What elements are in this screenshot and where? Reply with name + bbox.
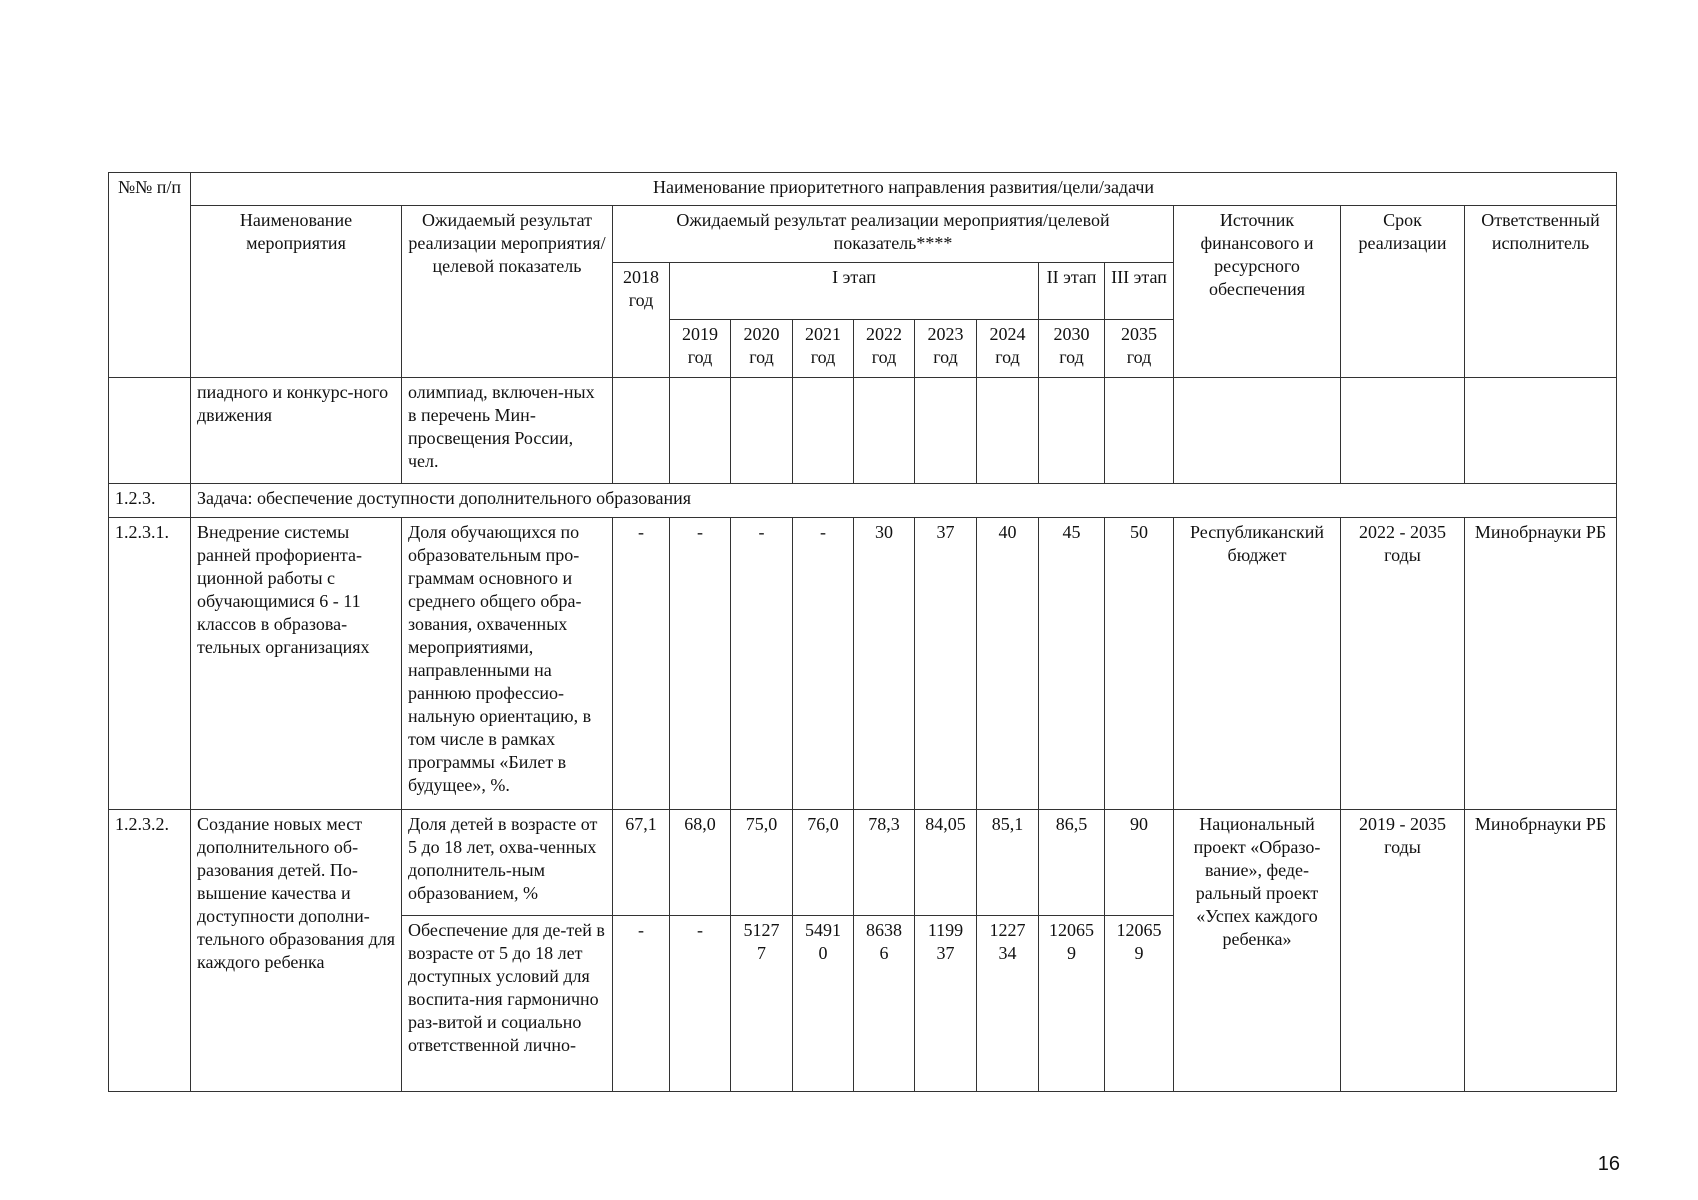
task-num: 1.2.3. xyxy=(109,484,191,518)
header-year: 2023 год xyxy=(915,320,977,378)
header-responsible: Ответственный исполнитель xyxy=(1465,206,1617,378)
header-year: 2022 год xyxy=(854,320,915,378)
row-indicator: Доля детей в возрасте от 5 до 18 лет, охва-ченных дополнитель-ным образованием, % xyxy=(402,810,613,916)
header-event-name: Наименование мероприятия xyxy=(191,206,402,378)
row-value: 8638 6 xyxy=(854,916,915,1092)
row-value: 85,1 xyxy=(977,810,1039,916)
header-stage-3: III этап xyxy=(1105,263,1174,320)
row-value: 50 xyxy=(1105,518,1174,810)
header-priority-title: Наименование приоритетного направления развития/цели/задачи xyxy=(191,173,1617,206)
page-number: 16 xyxy=(1597,1153,1620,1175)
row-value: 5491 0 xyxy=(793,916,854,1092)
row-value: - xyxy=(731,518,793,810)
row-source: Национальный проект «Образо-вание», феде-ральный проект «Успех каждого ребенка» xyxy=(1174,810,1341,1092)
header-expected-result-values: Ожидаемый результат реализации мероприятия/целевой показатель**** xyxy=(613,206,1174,263)
header-term: Срок реализации xyxy=(1341,206,1465,378)
row-responsible: Минобрнауки РБ xyxy=(1465,810,1617,1092)
header-year-2018: 2018 год xyxy=(613,263,670,378)
header-year: 2024 год xyxy=(977,320,1039,378)
row-value: 12065 9 xyxy=(1105,916,1174,1092)
row-indicator: олимпиад, включен-ных в перечень Мин-просвещения России, чел. xyxy=(402,378,613,484)
row-num xyxy=(109,378,191,484)
row-value: 67,1 xyxy=(613,810,670,916)
header-stage-2: II этап xyxy=(1039,263,1105,320)
row-value xyxy=(613,378,670,484)
row-event: пиадного и конкурс-ного движения xyxy=(191,378,402,484)
row-value: 45 xyxy=(1039,518,1105,810)
row-event: Внедрение системы ранней профориента-ционной работы с обучающимися 6 - 11 классов в образова-тельных организациях xyxy=(191,518,402,810)
header-expected-result: Ожидаемый результат реализации мероприятия/целевой показатель xyxy=(402,206,613,378)
row-value: 40 xyxy=(977,518,1039,810)
row-value xyxy=(731,378,793,484)
header-stage-1: I этап xyxy=(670,263,1039,320)
row-value: 1227 34 xyxy=(977,916,1039,1092)
row-num: 1.2.3.1. xyxy=(109,518,191,810)
row-source: Республиканский бюджет xyxy=(1174,518,1341,810)
row-value: 68,0 xyxy=(670,810,731,916)
row-value: - xyxy=(613,518,670,810)
row-value: 90 xyxy=(1105,810,1174,916)
row-term: 2022 - 2035 годы xyxy=(1341,518,1465,810)
program-table xyxy=(108,172,1617,1092)
row-value: 78,3 xyxy=(854,810,915,916)
row-value xyxy=(854,378,915,484)
row-value: - xyxy=(613,916,670,1092)
row-source xyxy=(1174,378,1341,484)
row-term xyxy=(1341,378,1465,484)
row-indicator: Обеспечение для де-тей в возрасте от 5 до 18 лет доступных условий для воспита-ния гармонично раз-витой и социально ответственной лично- xyxy=(402,916,613,1092)
row-value: 5127 7 xyxy=(731,916,793,1092)
header-year: 2035 год xyxy=(1105,320,1174,378)
row-value: 75,0 xyxy=(731,810,793,916)
header-row-1 xyxy=(109,173,1617,206)
row-responsible: Минобрнауки РБ xyxy=(1465,518,1617,810)
row-value: 76,0 xyxy=(793,810,854,916)
table-row-1-2-3-1 xyxy=(109,518,1617,810)
header-year: 2020 год xyxy=(731,320,793,378)
table-row-task xyxy=(109,484,1617,518)
header-year: 2030 год xyxy=(1039,320,1105,378)
row-event: Создание новых мест дополнительного об-разования детей. По-вышение качества и доступности дополни-тельного образования для каждого ребенка xyxy=(191,810,402,1092)
row-responsible xyxy=(1465,378,1617,484)
table-row-continuation xyxy=(109,378,1617,484)
header-num: №№ п/п xyxy=(109,173,191,378)
header-year: 2021 год xyxy=(793,320,854,378)
table-row-1-2-3-2-a xyxy=(109,810,1617,916)
header-year: 2019 год xyxy=(670,320,731,378)
row-value: - xyxy=(670,916,731,1092)
row-value: - xyxy=(793,518,854,810)
row-value: 37 xyxy=(915,518,977,810)
row-value: 86,5 xyxy=(1039,810,1105,916)
row-value: - xyxy=(670,518,731,810)
row-indicator: Доля обучающихся по образовательным про-граммам основного и среднего общего обра-зования, охваченных мероприятиями, направленными на раннюю профессио-нальную ориентацию, в том числе в рамках программы «Билет в будущее», %. xyxy=(402,518,613,810)
row-value: 30 xyxy=(854,518,915,810)
row-value xyxy=(977,378,1039,484)
row-num: 1.2.3.2. xyxy=(109,810,191,1092)
row-value xyxy=(1039,378,1105,484)
task-text: Задача: обеспечение доступности дополнительного образования xyxy=(191,484,1617,518)
row-value: 12065 9 xyxy=(1039,916,1105,1092)
row-value: 1199 37 xyxy=(915,916,977,1092)
header-row-2 xyxy=(109,206,1617,263)
row-value xyxy=(670,378,731,484)
header-source: Источник финансового и ресурсного обеспечения xyxy=(1174,206,1341,378)
row-value xyxy=(915,378,977,484)
row-term: 2019 - 2035 годы xyxy=(1341,810,1465,1092)
row-value xyxy=(1105,378,1174,484)
row-value: 84,05 xyxy=(915,810,977,916)
row-value xyxy=(793,378,854,484)
